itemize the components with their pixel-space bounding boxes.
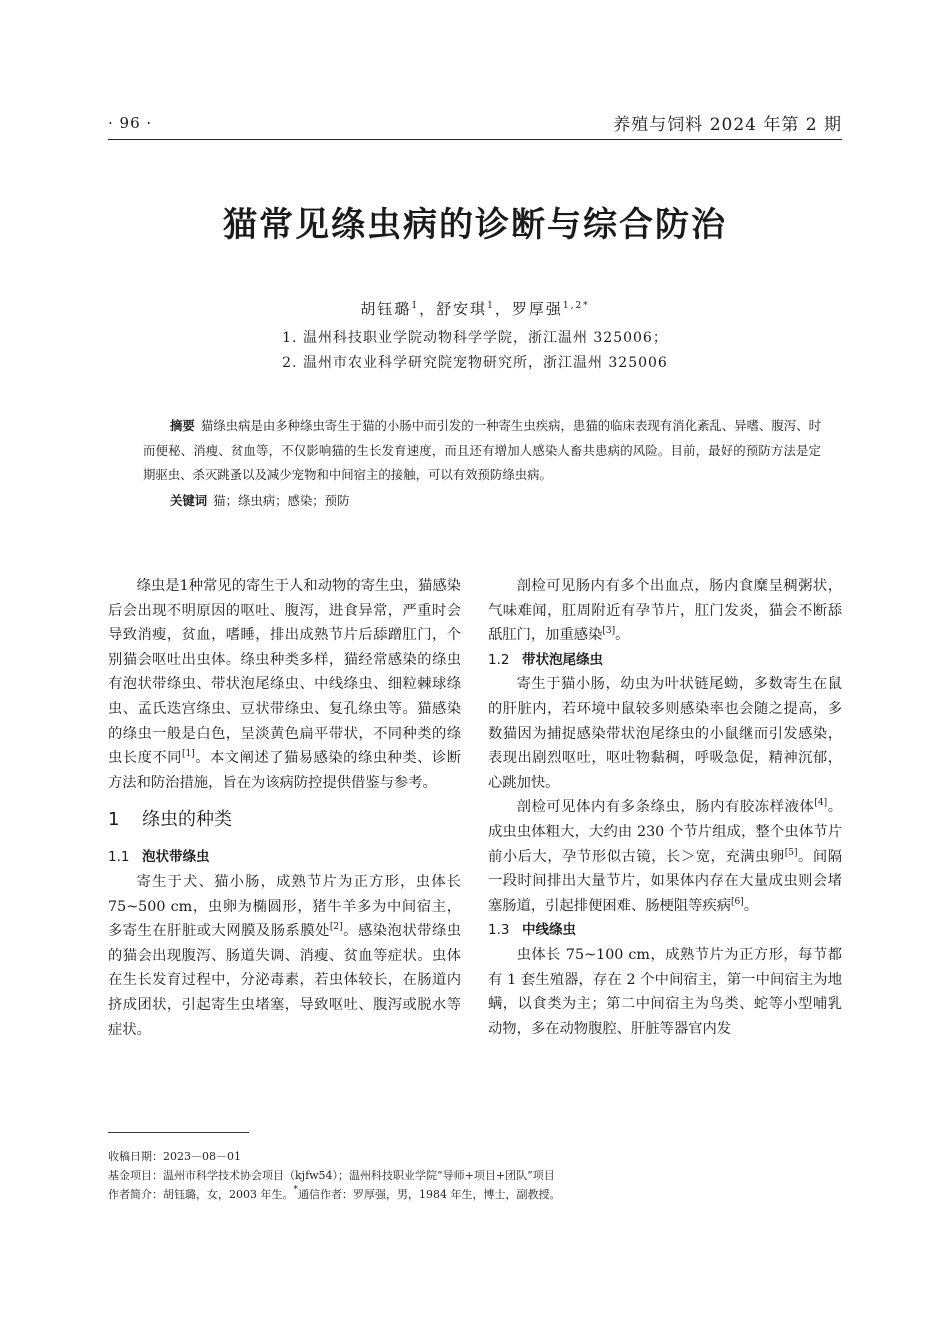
paragraph-text: 。	[743, 897, 759, 914]
section-1-2-paragraph-2	[488, 795, 842, 918]
author-affiliation-mark: 1	[487, 301, 495, 311]
abstract-label: 摘要	[170, 418, 195, 433]
citation-ref: [3]	[602, 626, 616, 637]
author-name: 胡钰璐	[360, 300, 412, 318]
paragraph-text: 寄生于犬、猫小肠，成熟节片为正方形，虫体长 75~500 cm，虫卵为椭圆形，猪牛羊多为中间宿主，多寄生在肝脏或大网膜及肠系膜处	[108, 873, 461, 940]
section-1-2-paragraph-1: 寄生于猫小肠，幼虫为叶状链尾蚴，多数寄生在鼠的肝脏内，若环境中鼠较多则感染率也会随之提高，多数猫因为捕捉感染带状泡尾绦虫的小鼠继而引发感染，表现出剧烈呕吐，呕吐物黏稠，呼吸急促，精神沉郁，心跳加快。	[488, 676, 842, 791]
section-title: 中线绦虫	[522, 922, 576, 939]
page-number: · 96 ·	[108, 114, 153, 132]
corresponding-author-text: 通信作者：罗厚强，男，1984 年生，博士，副教授。	[298, 1188, 561, 1201]
section-title: 泡状带绦虫	[142, 849, 210, 866]
intro-text-end: 。本文阐述了猫易感染的绦虫种类、诊断方法和防治措施，旨在为该病防控提供借鉴与参考。	[108, 750, 461, 791]
affiliation-1: 1. 温州科技职业学院动物科学学院，浙江温州 325006；	[282, 330, 668, 346]
citation-ref: [6]	[731, 896, 744, 907]
section-number: 1.2	[488, 651, 510, 668]
section-1-3-paragraph: 虫体长 75~100 cm，成熟节片为正方形，每节都有 1 套生殖器，存在 2 个中间宿主，第一中间宿主为地螨，以食类为主；第二中间宿主为鸟类、蛇等小型哺乳动物，多在动物腹腔、肝脏等器官内发	[488, 946, 842, 1037]
page-header	[108, 110, 842, 136]
affiliation-2: 2. 温州市农业科学研究院宠物研究所，浙江温州 325006	[282, 355, 668, 371]
body-column-left	[108, 574, 461, 1042]
abstract-text: 猫绦虫病是由多种绦虫寄生于猫的小肠中而引发的一种寄生虫疾病，患猫的临床表现有消化紊乱、异嗜、腹泻、时而便秘、消瘦、贫血等，不仅影响猫的生长发育速度，而且还有增加人感染人畜共患病的风险。目前，最好的预防方法是定期驱虫、杀灭跳蚤以及减少宠物和中间宿主的接触，可以有效预防绦虫病。	[143, 418, 822, 482]
citation-ref: [1]	[181, 749, 195, 760]
section-title: 绦虫的种类	[142, 809, 232, 831]
keywords-label: 关键词	[170, 493, 208, 508]
paragraph-text: 。	[615, 627, 630, 644]
section-heading-1	[108, 806, 461, 834]
citation-ref: [4]	[814, 798, 828, 809]
paragraph-text: 。成虫虫体粗大，大约由 230 个节片组成，整个虫体节片前小后大，孕节形似古镜，长＞宽，充满虫卵	[488, 799, 842, 865]
corresponding-mark: *	[293, 1185, 298, 1195]
keywords	[143, 490, 821, 512]
section-1-1-paragraph	[108, 870, 461, 1042]
body-column-right	[488, 574, 842, 1041]
citation-ref: [2]	[329, 922, 343, 933]
intro-paragraph	[108, 574, 461, 795]
footnotes	[108, 1147, 842, 1204]
section-heading-1-1	[108, 845, 461, 870]
received-date: 收稿日期：2023－08－01	[108, 1150, 241, 1163]
author-affiliation-mark: 1	[411, 301, 420, 311]
article-title: 猫常见绦虫病的诊断与综合防治	[223, 205, 727, 245]
section-title: 带状泡尾绦虫	[522, 651, 603, 668]
author-name: 舒安琪	[436, 300, 488, 318]
author-name: 罗厚强	[511, 300, 563, 318]
footnote-divider	[108, 1132, 249, 1133]
author-bio	[108, 1185, 842, 1204]
fund-info: 基金项目：温州市科学技术协会项目（kjfw54）；温州科技职业学院“导师+项目+团队”项目	[108, 1169, 555, 1182]
keywords-text: 猫；绦虫病；感染；预防	[213, 493, 350, 508]
section-heading-1-2	[488, 648, 842, 673]
section-number: 1.1	[108, 849, 130, 866]
author-list: 胡钰璐$^1$，舒安琪$^1$，罗厚强$^{1,2*}$	[360, 300, 590, 318]
paragraph-text: 。感染泡状带绦虫的猫会出现腹泻、肠道失调、消瘦、贫血等症状。虫体在生长发育过程中，分泌毒素，若虫体较长，在肠道内挤成团状，引起寄生虫堵塞，导致呕吐、腹泻或脱水等症状。	[108, 923, 462, 1038]
paragraph-text: 剖检可见肠内有多个出血点，肠内食糜呈稠粥状，气味难闻，肛周附近有孕节片，肛门发炎，猫会不断舔舐肛门，加重感染	[488, 578, 842, 644]
paragraph-text: 。间隔一段时间排出大量节片，如果体内存在大量成虫则会堵塞肠道，引起排便困难、肠梗阻等疾病	[488, 848, 843, 914]
author-affiliation-mark: 1,2*	[562, 301, 590, 311]
section-number: 1	[108, 809, 120, 831]
section-heading-1-3	[488, 918, 842, 943]
paragraph-text: 剖检可见体内有多条绦虫，肠内有胶冻样液体	[516, 799, 815, 816]
citation-ref: [5]	[784, 847, 798, 858]
author-bio-text: 作者简介：胡钰璐，女，2003 年生。	[108, 1188, 294, 1201]
intro-text: 绦虫是1种常见的寄生于人和动物的寄生虫，猫感染后会出现不明原因的呕吐、腹泻，进食异常，严重时会导致消瘦，贫血，嗜睡，排出成熟节片后舔蹭肛门，个别猫会呕吐出虫体。绦虫种类多样，猫经常感染的绦虫有泡状带绦虫、带状泡尾绦虫、中线绦虫、细粒棘球绦虫、孟氏迭宫绦虫、豆状带绦虫、复孔绦虫等。猫感染的绦虫一般是白色，呈淡黄色扁平带状，不同种类的绦虫长度不同	[108, 578, 461, 767]
header-divider	[108, 139, 842, 140]
necropsy-paragraph	[488, 574, 842, 648]
journal-issue: 养殖与饲料 2024 年第 2 期	[613, 115, 842, 135]
section-number: 1.3	[488, 922, 510, 939]
abstract	[143, 414, 821, 488]
